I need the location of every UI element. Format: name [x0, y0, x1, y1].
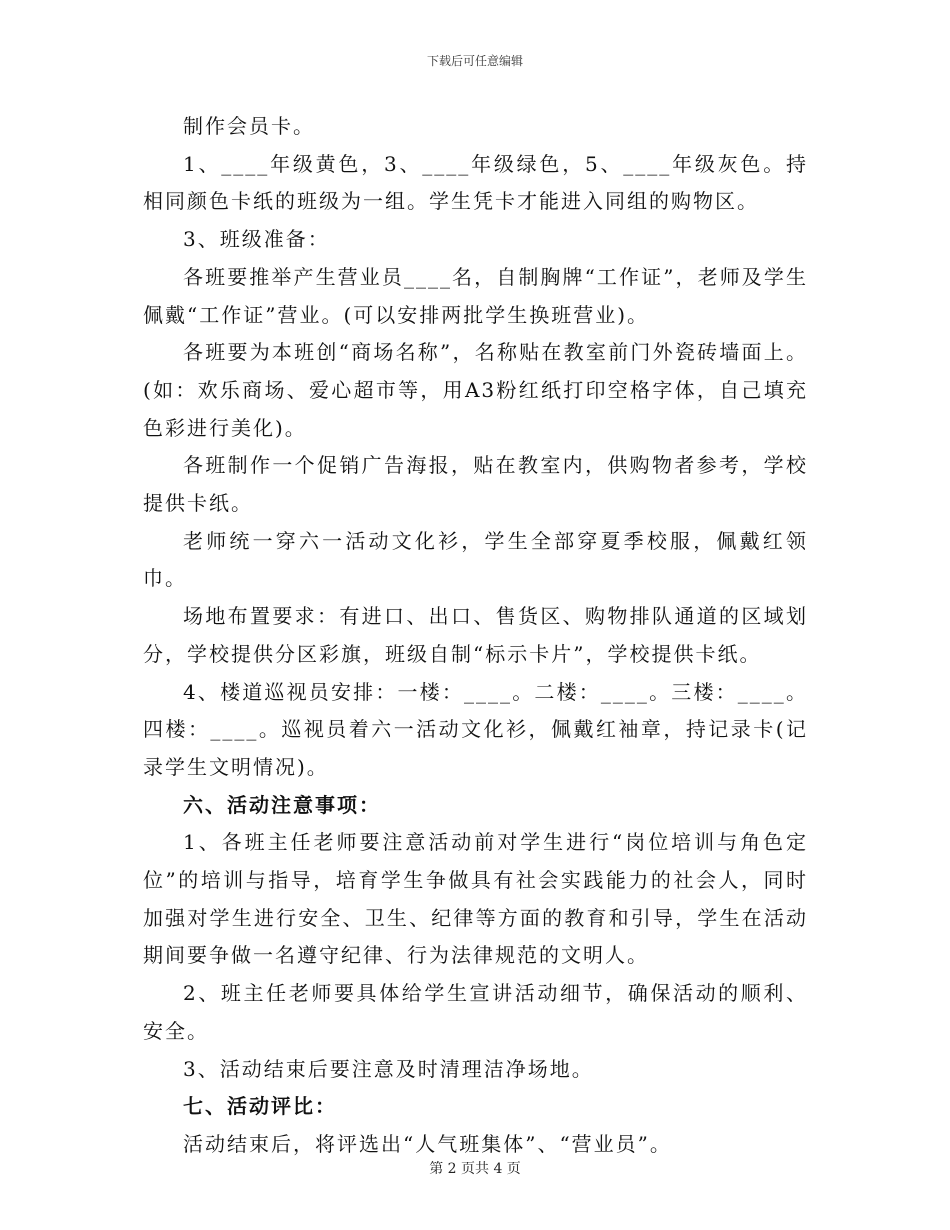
paragraph: 1、____年级黄色，3、____年级绿色，5、____年级灰色。持相同颜色卡纸的班级为一组。学生凭卡才能进入同组的购物区。	[143, 151, 808, 214]
paragraph: 制作会员卡。	[183, 114, 315, 138]
paragraph: 各班要推举产生营业员____名，自制胸牌“工作证”，老师及学生佩戴“工作证”营业。(可以安排两批学生换班营业)。	[143, 264, 808, 327]
paragraph: 各班要为本班创“商场名称”，名称贴在教室前门外瓷砖墙面上。(如：欢乐商场、爱心超市等，用A3粉红纸打印空格字体，自己填充色彩进行美化)。	[143, 340, 808, 440]
paragraph: 2、班主任老师要具体给学生宣讲活动细节，确保活动的顺利、安全。	[143, 981, 808, 1043]
section-heading: 七、活动评比：	[183, 1094, 337, 1119]
page-header: 下载后可任意编辑	[426, 54, 523, 68]
section-heading: 六、活动注意事项：	[183, 792, 381, 817]
paragraph: 各班制作一个促销广告海报，贴在教室内，供购物者参考，学校提供卡纸。	[143, 453, 808, 516]
page-footer: 第 2 页共 4 页	[429, 1161, 521, 1177]
paragraph: 老师统一穿六一活动文化衫，学生全部穿夏季校服，佩戴红领巾。	[143, 528, 808, 591]
paragraph: 活动结束后，将评选出“人气班集体”、“营业员”。	[183, 1131, 672, 1156]
paragraph: 1、各班主任老师要注意活动前对学生进行“岗位培训与角色定位”的培训与指导，培育学生争做具有社会实践能力的社会人，同时加强对学生进行安全、卫生、纪律等方面的教育和引导，学生在活动期间要争做一名遵守纪律、行为法律规范的文明人。	[143, 830, 808, 968]
paragraph: 3、班级准备：	[183, 227, 330, 252]
document-body	[143, 108, 808, 1164]
paragraph: 4、楼道巡视员安排：一楼：____。二楼：____。三楼：____。四楼：____。巡视员着六一活动文化衫，佩戴红袖章，持记录卡(记录学生文明情况)。	[143, 679, 808, 779]
paragraph: 3、活动结束后要注意及时清理洁净场地。	[183, 1056, 594, 1081]
paragraph: 场地布置要求：有进口、出口、售货区、购物排队通道的区域划分，学校提供分区彩旗，班级自制“标示卡片”，学校提供卡纸。	[143, 604, 808, 666]
